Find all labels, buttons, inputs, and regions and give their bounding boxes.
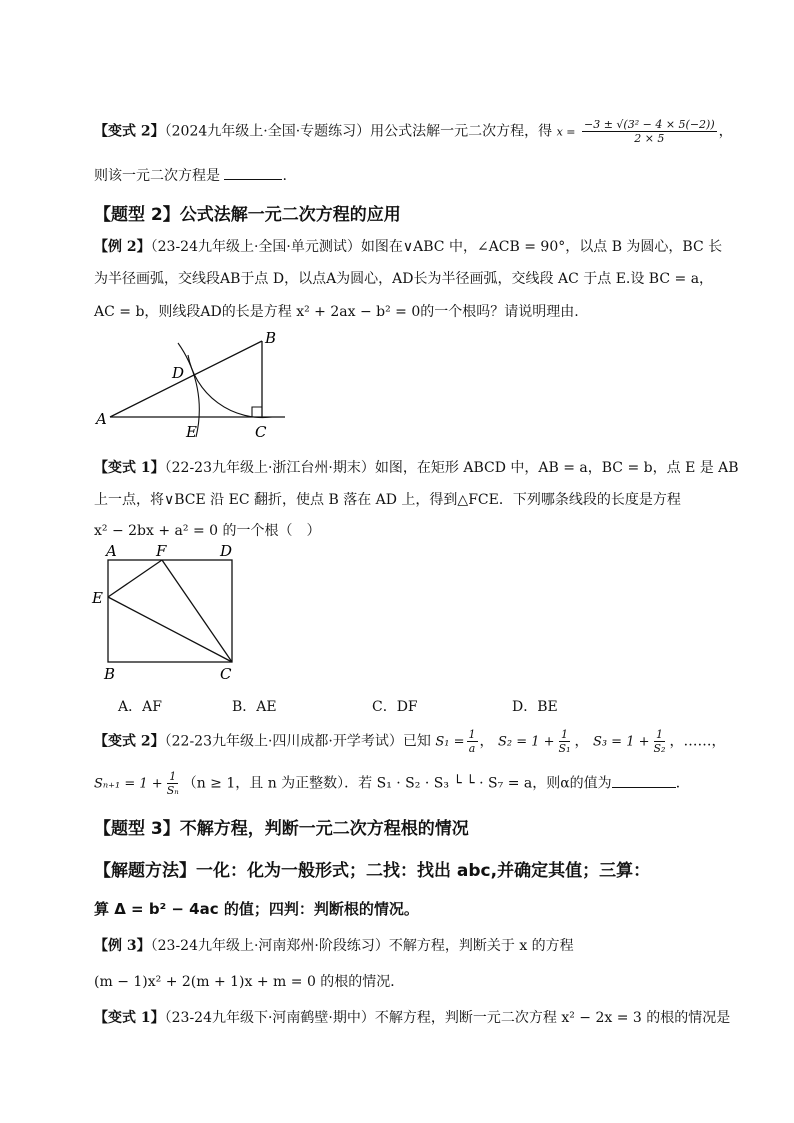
label-D: D [220,542,233,560]
bianshi2-line1: 【变式 2】（2024九年级上·全国·专题练习）用公式法解一元二次方程，得 x = $\frac{\text{−3 ± √(3² − 4 × 5(−2))}}{2 \times 5}$ ， [94,118,733,145]
bianshi1-figure [90,542,250,684]
tixing3-title: 【题型 3】不解方程，判断一元二次方程根的情况 [94,819,469,839]
bianshi1-line1: 【变式 1】（22-23九年级上·浙江台州·期末）如图，在矩形 ABCD 中，AB = a，BC = b，点 E 是 AB [94,460,739,476]
label-C: C [255,423,267,441]
method-line1: 【解题方法】一化：化为一般形式；二找：找出 abc,并确定其值；三算： [94,861,651,881]
bianshi2b-line1: 【变式 2】（22-23九年级上·四川成都·开学考试）已知 S₁ = $\frac{1}{a}$ ， S₂ = 1 + $\frac{1}{\text{S₁}}$ ， S₃ = 1 + $\frac{1}{\text{S₂}}$ ，……， [94,728,726,755]
formula-fraction: $\frac{\text{−3 ± √(3² − 4 × 5(−2))}}{2 \times 5}$ [583,118,715,145]
method-line2: 算 Δ = b² − 4ac 的值；四判：判断根的情况。 [94,900,419,918]
right-angle-mark [252,407,262,417]
bianshi2b-line2: Sₙ₊₁ = 1 + $\frac{1}{\text{Sₙ}}$ （n ≥ 1，且 n 为正整数）．若 S₁ · S₂ · S₃ └ └ · S₇ = a，则α的值为 ． [94,770,690,797]
option-a[interactable]: A．AF [118,699,162,715]
label-A: A [106,542,117,560]
label-C: C [220,665,232,683]
option-b[interactable]: B．AE [232,699,277,715]
example3-line1: 【例 3】（23-24九年级上·河南郑州·阶段练习）不解方程，判断关于 x 的方程 [94,938,574,954]
example2-figure [90,325,300,443]
option-d[interactable]: D．BE [512,699,558,715]
bianshi2-text: 用公式法解一元二次方程，得 [370,123,553,140]
label-D: D [172,364,185,382]
segment-AB [110,341,262,417]
formula-x: x = [556,125,576,139]
bianshi1-line2: 上一点，将∨BCE 沿 EC 翻折，使点 B 落在 AD 上，得到△FCE．下列哪条线段的长度是方程 [94,492,681,508]
rectangle-ABCD [108,560,232,662]
tixing2-title: 【题型 2】公式法解一元二次方程的应用 [94,205,401,225]
label-F: F [156,542,167,560]
label-B: B [265,329,277,347]
bianshi1-line3: x² − 2bx + a² = 0 的一个根（ ） [94,523,321,539]
label-A: A [96,410,107,428]
bianshi2-line2: 则该一元二次方程是 . [94,168,287,184]
example2-line2: 为半径画弧，交线段AB于点 D，以点A为圆心，AD长为半径画弧，交线段 AC 于点 E.设 BC = a， [94,271,714,287]
option-c[interactable]: C．DF [372,699,418,715]
example2-line1: 【例 2】（23-24九年级上·全国·单元测试）如图在∨ABC 中，∠ACB = 90°，以点 B 为圆心，BC 长 [94,239,723,255]
label-E: E [92,589,103,607]
answer-blank[interactable] [224,167,282,180]
segment-EC [108,597,232,662]
bianshi2-tag: 【变式 2】 [94,123,165,140]
answer-blank[interactable] [612,775,676,788]
example2-line3: AC = b，则线段AD的长是方程 x² + 2ax − b² = 0的一个根吗？请说明理由. [94,304,579,320]
arc-centered-B [188,355,272,418]
example3-line2: (m − 1)x² + 2(m + 1)x + m = 0 的根的情况． [94,974,405,990]
label-E: E [186,423,197,441]
bianshi2-source: （2024九年级上·全国·专题练习） [164,123,371,140]
segment-EF [108,560,162,597]
label-B: B [104,665,116,683]
segment-FC [162,560,232,662]
bianshi1b-line1: 【变式 1】（23-24九年级下·河南鹤壁·期中）不解方程，判断一元二次方程 x² − 2x = 3 的根的情况是 [94,1010,731,1026]
